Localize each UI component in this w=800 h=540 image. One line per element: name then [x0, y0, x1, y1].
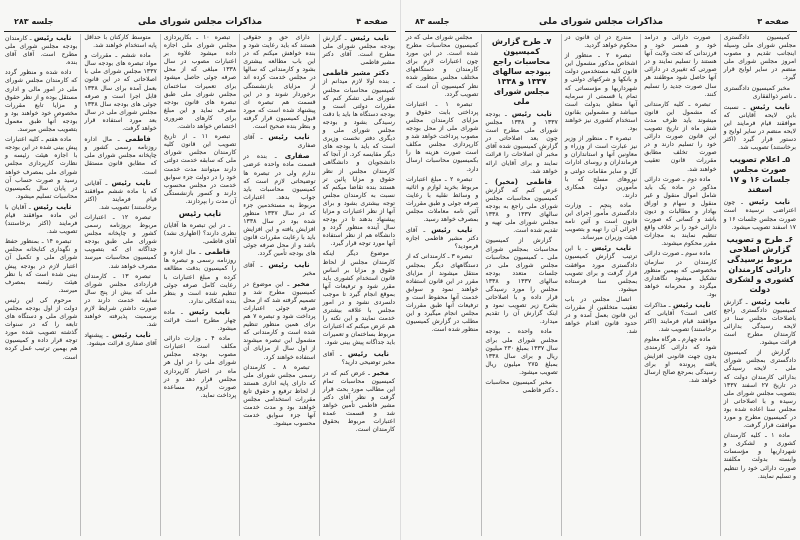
paragraph [164, 335, 236, 400]
speaker-name: صفاری [284, 152, 310, 161]
paragraph [406, 176, 478, 225]
text-column [720, 34, 799, 536]
paragraph-text: ـ نسبت باین لایحه آقایانی که موافقند قیام فرمایند این لایحه منضم در سایر لوایح و دستور قرار گیرد (اکثر برخاستند) تصویب شد. [723, 103, 796, 152]
paragraph-text: ـ مال اداره و روزنامه رسمی و تبصره ها را کمیسیون بدقت مطالعه کرده و مبلغ اعتبارات با رعایت کامل صرفه جوئی تنظیم شده است و بنظر بنده اشکالی ندارد. [163, 249, 237, 305]
paragraph [644, 301, 716, 334]
paragraph-text: ـ آقایانی که با ماده ششم موافقند قیام فرمایند (اکثر برخاستند) تصویب شد. [84, 179, 157, 211]
paragraph [406, 253, 478, 334]
paragraph [724, 198, 796, 231]
paragraph-text: اتصال مجلس در باب تعقیب متخلفین از مقررات این قانون بعمل آمده و در حدود قانون اقدام خواهد شد. [564, 295, 638, 336]
paragraph-text: ماده هفتم ـ کلیه اعتبارات پیش بینی شده در این بودجه با اجازه هیئت رئیسه و نظارت کارپردازی مجلس شورای ملی بمصرف خواهد رسید و صورت حساب آن در پایان سال بکمیسیون محاسبات تسلیم میشود. [4, 136, 78, 200]
paragraph [406, 34, 478, 99]
speaker-name: نایب رئیس [591, 244, 632, 253]
paragraph [485, 178, 557, 236]
paragraph-text: تبصره ۱۳ ـ کارمندان قراردادی مجلس شورای ملی که بیش از پنج سال سابقه خدمت دارند در صورت داشتن شرایط لازم برسمیت پذیرفته خواهند شد. [84, 272, 157, 329]
paragraph-text: گزارش از کمیسیون محاسبات بمجلس شورای ملی ـ کمیسیون محاسبات مجلس شورای ملی در جلسات متعدد بودجه سالهای ۱۳۳۷ و ۱۳۳۸ مجلس را مورد رسیدگی قرار داده و با اصلاحاتی بشرح زیر تصویب نمود و اینک گزارش آن را تقدیم میدارد. [485, 237, 558, 326]
publication-title: مذاکرات مجلس شورای ملی [538, 17, 664, 27]
paragraph [243, 261, 315, 278]
paragraph [565, 202, 637, 242]
paragraph-text: ـ عرض کنم که در کمیسیون محاسبات تمام این مطالب مورد بحث قرار گرفت و نظر آقای دکتر مشیر فاطمی تأمین خواهد شد و قسمت عمده اعتبارات مربوط بحقوق کارمندان است. [322, 369, 395, 434]
paragraph-text: مرحوم کی این رئیس دولت از اول بودجه مجلس شورای ملی و دستگاه های تابعه را که در سنوات گذشته تصویب شده مورد توجه قرار داده و کمیسیون هم بهمین ترتیب عمل کرده است. [4, 296, 78, 361]
paragraph [84, 34, 156, 50]
paragraph [323, 34, 395, 67]
speaker-name: مخبر [372, 368, 389, 377]
publication-title: مذاکرات مجلس شورای ملی [137, 17, 263, 27]
paragraph-text: صورت دارائی و درآمد خود و همسر خود و فرزندانی که تحت ولایت آنها هستند را تسلیم نمایند و در صورتی که تغییری در دارائی آنها حاصل شود موظفند هر سال صورت جدید را تسلیم کنند. [644, 34, 717, 98]
paragraph-text: تبصره ۱۰ ـ بکارپردازی مجلس شورای ملی اجازه داده میشود علاوه بر اعتبارات مصوب در سال ۱۳۳۸ مبلغی که از محل صرفه جوئی حاصل میشود برای تعمیرات ساختمان مجلس شورای ملی طبق تبصره های قانون بودجه مصرف نماید و این مبلغ برای کارهای ضروری اختصاص خواهد داشت. [163, 34, 237, 131]
paragraph-text: تبصره ۱۲ ـ اعتبارات مربوط بروزنامه رسمی کشور و چاپخانه مجلس شورای ملی طبق بودجه جداگانه ای که بتصویب کمیسیون محاسبات میرسد مصرف خواهد شد. [84, 213, 157, 270]
paragraph [164, 222, 236, 246]
speaker-name: نایب رئیس [347, 349, 389, 358]
speaker-name: نایب رئیس [111, 331, 151, 340]
page-number: صفحه ۴ [356, 17, 388, 26]
paragraph [84, 214, 156, 271]
speaker-name: نایب رئیس [33, 202, 72, 211]
speaker-name: نایب رئیس [268, 260, 310, 269]
paragraph [164, 133, 236, 206]
section-heading: ۵ـ اعلام تصویب صورت مجلس جلسات ۱۶ و ۱۷ اسفند [729, 155, 791, 195]
paragraph [243, 364, 315, 429]
paragraph [164, 34, 236, 131]
paragraph [644, 34, 716, 99]
paragraph-text: ـ بنده اولا لازم میدانم از کمیسیون محاسبات مجلس شورای ملی تشکر کنم که مقررات دولتی است و بودجه دستگاه ها باید با دقت رسیدگی بشود و بودجه مجلس شورای ملی و دیگری دفتر نخست وزیری است که باید با بودجه های دیگر مقایسه کرد. از آنجا که دانشجویان و دانشگاهی کارمندان مجلس از نظر حقوق و مزایا پائین تر هستند بنده تقاضا میکنم که نسبت به کارمندان مجلس توجه بیشتری بشود و برای آنها از نظر اعتبارات و مزایا پیشنهاد بدهند تا در بودجه سال آینده منظور گردد و دانشگاه هم از نظر استفاده آنها مورد توجه قرار گیرد. [322, 78, 395, 248]
paragraph-text: ماده ۴ ـ وزارت دارائی مکلف است اعتبارات مصوب بودجه مجلس شورای ملی را در اول هر ماه در اختیار کارپردازی مجلس قرار دهد و در صورت لزوم مساعده پرداخت نماید. [163, 335, 237, 399]
speaker-name: نایب رئیس [268, 133, 310, 142]
speaker-name: نایب رئیس [750, 102, 791, 111]
speaker-name: نایب رئیس [673, 301, 711, 309]
paragraph [5, 238, 77, 295]
speaker-name: نایب رئیس [188, 307, 231, 316]
paragraph [724, 432, 796, 481]
session-number: جلسه ۲۸۳ [14, 17, 54, 26]
speaker-name: فاطمی [125, 135, 151, 144]
paragraph-text: گزارش از کمیسیون دادگستری بمجلس شورای ملی ـ لایحه رسیدگی بدارائی کارمندان دولت که در تاریخ ۲۷ اسفند ۱۳۳۷ بتصویب مجلس شورای ملی رسیده و با اصلاحاتی از مجلس سنا اعاده شده بود در کمیسیون مطرح و مورد موافقت قرار گرفت. [723, 349, 796, 430]
text-column [561, 34, 640, 536]
paragraph-text: ـ با این ترتیب گزارش کمیسیون دادگستری مورد موافقت قرار گرفت و برای تصویب بمجلس سنا فرستاده میشود. [564, 245, 638, 293]
paragraph-text: ـ پیشنهاد آقای صفاری قرائت میشود. [84, 332, 157, 348]
paragraph [164, 248, 236, 306]
page-number: صفحه ۳ [757, 17, 789, 26]
paragraph [565, 34, 637, 50]
paragraph [724, 103, 796, 153]
paragraph [644, 250, 716, 299]
paragraph [724, 85, 796, 101]
paragraph [5, 34, 77, 67]
paragraph [243, 34, 315, 131]
session-number: جلسه ۸۳ [415, 17, 450, 26]
paragraph-text: ـ این موضوع در کمیسیون مطرح شد و تصمیم گرفته شد که از محل صرفه جوئی اعتبارات پرداخت شود و تبصره ۷ هم برای همین منظور تنظیم شده است و کارمندانی که مشمول این تبصره میشوند از اول سال از مزایای آن استفاده خواهند کرد. [243, 280, 316, 361]
paragraph [243, 133, 315, 150]
paragraph-text: موضوع دیگر اینکه کارمندان مجلس از لحاظ حقوق و مزایا بر اساس قانون استخدام کشوری باید مقرر شود و ترفیعات آنها بموقع انجام گیرد تا موجب دلسردی نشود و در امور مجلس با علاقه بیشتری خدمت نمایند و این نکته را هم عرض میکنم که اعتبارات مربوط بساختمان و تعمیرات باید جداگانه پیش بینی شود. [322, 250, 395, 347]
paragraph [323, 350, 395, 367]
speaker-name: نایب رئیس [111, 178, 151, 187]
paragraph-text: ماده سوم ـ صورت دارائی کارمندان در سازمان مخصوصی که بهمین منظور تشکیل میشود نگاهداری میگردد و محرمانه خواهد بود. [644, 250, 717, 298]
paragraph [485, 110, 557, 176]
speaker-name: نایب رئیس [350, 34, 389, 42]
paragraph-text: مخبر کمیسیون محاسبات ـ دکتر فاطمی [485, 379, 558, 395]
paragraph [406, 101, 478, 174]
paragraph [724, 349, 796, 430]
paragraph-text: ـ عرض کنم که گزارش کمیسیون محاسبات مجلس شورای ملی راجع به بودجه سالهای ۱۳۳۷ و ۱۳۳۸ مجلس شورای ملی تهیه و تقدیم شده است. [485, 178, 558, 235]
paragraph-text: ـ مال اداره روزنامه رسمی کشور و چاپخانه مجلس شورای ملی که مطابق قانون مستقل است. [84, 136, 157, 176]
speaker-name: فاطمی (مخبر) [494, 177, 552, 186]
paragraph-text: ـ آقای صفاری [243, 134, 316, 150]
paragraph-text: ماده واحده ـ بودجه مجلس شورای ملی برای سال ۱۳۳۷ بمبلغ ۲۳۰ میلیون ریال و برای سال ۱۳۳۸ بمبلغ ۲۷۵ میلیون ریال تصویب میشود. [485, 328, 558, 376]
text-columns [403, 34, 799, 536]
paragraph-text: ـ مذاکرات کافی است؟ آقایانی که موافقند قیام فرمایند (اکثر برخاستند) تصویب شد. [644, 302, 717, 334]
paragraph-text: متوسط کارکنان با حداقل پایه استخدام خواهند شد. [84, 34, 157, 50]
text-column [481, 34, 560, 536]
paragraph-text: ماده ۱ ـ کلیه کارمندان کشوری و لشکری و شهرداریها و مؤسسات وابسته بدولت مکلفند صورت دارائی خود را تنظیم و تسلیم نمایند. [723, 432, 796, 480]
paragraph-text: تبصره ۱۴ ـ بمنظور حفظ و نگهداری کتابخانه مجلس شورای ملی و تکمیل آن اعتبار لازم در بودجه پیش بینی شده است که با نظر هیئت رئیسه بمصرف میرسد. [4, 238, 78, 294]
paragraph [323, 69, 395, 248]
paragraph [565, 135, 637, 200]
paragraph [323, 250, 395, 347]
paragraph [5, 297, 77, 362]
paragraph-text: تبصره ـ کلیه کارمندانی که مشمول این قانون میشوند باید ظرف مدت شش ماه از تاریخ تصویب این قانون صورت دارائی خود را تسلیم دارند و در صورت تخلف مطابق مقررات قانون تعقیب خواهند شد. [644, 100, 717, 173]
speaker-name: نایب رئیس [751, 297, 790, 306]
paragraph-text: مندرج در آن قانون در محکوم خواهد گردید. [564, 34, 638, 50]
paragraph [84, 273, 156, 330]
paragraph [84, 52, 156, 133]
speaker-name: نایب رئیس [748, 198, 790, 207]
paragraph [243, 280, 315, 362]
paragraph [84, 179, 156, 212]
paragraph [565, 296, 637, 336]
section-heading: ۷ـ طرح گزارش کمیسیون محاسبات راجع ببودجه سالهای ۱۳۳۷ و ۱۳۳۸ مجلس شورای ملی [491, 37, 552, 106]
paragraph [724, 298, 796, 348]
paragraph-text: مجلس شورای ملی که در کمیسیون محاسبات مطرح شده است. در این مورد چون اعتبارات لازم برای کارمندان و دستگاههای مختلف مجلس منظور شده نظر کمیسیون آن است که تصویب گردد. [405, 34, 479, 98]
text-column [403, 34, 481, 536]
paragraph-text: ـ ماده چهار مطرح است قرائت میشود. [163, 308, 237, 333]
paragraph [485, 237, 557, 326]
paragraph-text: ـ کارمندان بودجه مجلس شورای ملی مطرح است. آقای آقای بنده. [4, 35, 78, 67]
paragraph [485, 328, 557, 377]
section-heading: ۶ـ طرح و تصویب گزارش اصلاحی مربوط برسیدگی دارائی کارمندان کشوری و لشکری دولت [725, 234, 794, 294]
paragraph-text: ماده چهارم ـ هرگاه معلوم شود که دارائی کارمندی بدون جهت قانونی افزایش یافته پرونده او برای رسیدگی بمرجع صالح ارسال خواهد شد. [644, 336, 717, 384]
speaker-name: دکتر مشیر فاطمی [322, 69, 389, 78]
paragraph-text: ـ آقای مخبر توضیحی دارید؟ [322, 350, 395, 366]
speaker-name: نایب رئیس [431, 226, 473, 235]
paragraph [565, 244, 637, 294]
paragraph [84, 331, 156, 348]
paragraph-text: ماده دوم ـ صورت دارائی مذکور در ماده یک باید شامل اموال منقول و غیر منقول و سهام و اوراق بهادار و مطالبات و دیون باشد و کسانی که صورت دارائی خود را بر خلاف واقع تنظیم نمایند به مجازات مقرر محکوم میشوند. [644, 175, 717, 248]
speaker-name: مخبر [293, 279, 310, 288]
paragraph-text: تبصره ۲ ـ مبلغ اعتبارات مربوط بخرید لوازم و اثاثیه و وسائط نقلیه با رعایت صرفه جوئی و طبق مقررات آئین نامه معاملات مجلس بمصرف خواهد رسید. [405, 175, 479, 224]
paragraph [644, 101, 716, 174]
paragraph-text: ـ گزارش کمیسیون دادگستری راجع باصلاحات مجلس سنا در لایحه رسیدگی بدارائی کارمندان مطرح است قرائت میشود. [723, 298, 796, 347]
paragraph-text: ـ گزارش بودجه مجلس شورای ملی مطرح است. آقای دکتر مشیر فاطمی [322, 35, 395, 67]
text-column [160, 34, 239, 536]
text-column [2, 34, 80, 536]
paragraph-text: ـ آقایان با این ماده موافقند قیام فرمایند (اکثر برخاستند) تصویب شد. [4, 203, 78, 236]
paragraph-text: داده شده و منظور گردد که کارمندان مجلس شورای ملی در امور مالی و اداری مستقل بوده و از نظر حقوق و مزایا تابع مقررات مخصوص خود خواهند بود و بودجه آنها طبق معمول بتصویب مجلس میرسد. [4, 69, 78, 134]
paragraph [406, 226, 478, 251]
text-column [239, 34, 318, 536]
right-page [400, 0, 800, 540]
paragraph [485, 379, 557, 395]
text-columns [2, 34, 398, 536]
paragraph [644, 176, 716, 249]
paragraph-text: ـ آقای مخبر [243, 261, 316, 277]
paragraph-text: ـ آقای دکتر مشیر فاطمی اجازه فرمودید؟ [405, 227, 479, 251]
paragraph [5, 69, 77, 134]
paragraph-text: تبصره ۸ ـ کارمندان رسمی مجلس شورای ملی که دارای پایه اداری هستند از لحاظ ترفیع و حقوق تابع مقررات استخدامی مجلس خواهند بود و مدت خدمت آنها جزء سوابق خدمت محسوب میشود. [243, 363, 316, 428]
speaker-name: نایب رئیس [511, 110, 552, 118]
paragraph-text: تبصره ۲ ـ منظور از اشخاص مذکور مشمول این قانون کلیه مستخدمین دولت و بانکها و شرکتهای دولتی و شهرداریها و مؤسساتی که تمام یا قسمتی از سرمایه آنها متعلق بدولت است میباشد و مشمولین بقانون استخدام کشوری نیز خواهند بود. [564, 52, 638, 133]
paragraph [164, 308, 236, 333]
paragraph-text: ـ بودجه ۱۳۳۷ و ۱۳۳۸ مجلس شورای ملی مطرح است چون بعد اصلاحاتی در گزارش کمیسیون شده آقای مخبر آن اصلاحات را قرائت نمایند و برای آقایان ارائه خواهد شد. [485, 111, 558, 175]
speaker-name: نایب رئیس [33, 34, 72, 42]
paragraph-text: ماده پنجم ـ وزارت دادگستری مأمور اجرای این قانون است و آئین نامه اجرائی آن را تهیه و بتصویب هیئت وزیران میرساند. [564, 201, 638, 242]
paragraph-text: دارای حق و حقوقی هستند که باید رعایت شود و بنده خواهش میکنم که در این باب مطالعه بیشتری بشود و کارمندانی که سالها در مجلس خدمت کرده اند از مزایای بازنشستگی برخوردار شوند و در این قسمت هم تبصره ای پیشنهاد شده است که مورد قبول کمیسیون قرار گرفته و بنظر بنده صحیح است. [243, 34, 316, 131]
page-header [4, 17, 396, 32]
paragraph [84, 135, 156, 176]
paragraph [565, 52, 637, 133]
paragraph [323, 369, 395, 435]
paragraph-text: ـ بنده در قسمت ماده واحده عرضی ندارم ولی در تبصره ها توضیحاتی لازم است که کمیسیون محاسبات باید جواب بدهد. اعتبارات مربوط به مستخدمین جزء که در سال ۱۳۳۷ منظور شده بود در سال ۱۳۳۸ افزایش یافته و این افزایش باید با رعایت مقررات قانون باشد و از محل صرفه جوئی های بودجه تأمین گردد. [243, 153, 316, 258]
paragraph [724, 34, 796, 83]
paragraph [644, 336, 716, 385]
paragraph-text: تبصره ۳ ـ منظور از وزیر نیز عبارت است از وزراء و معاونین آنها و استانداران و فرمانداران و روسای ادارات کل و سایر مقامات دولتی و نیروهای مسلح که با مأمورین دولت همکاری دارند. [564, 135, 638, 199]
paragraph-text: تبصره ۱ ـ اعتبارات پرداختی بابت حقوق و مزایای کارمندان مجلس شورای ملی از محل بودجه مصوب پرداخت خواهد شد و کارپردازی مجلس مکلف است صورت هزینه ها را بکمیسیون محاسبات ارسال دارد. [405, 100, 479, 173]
text-column [80, 34, 159, 536]
paragraph-text: تبصره ۳ ـ کارمندانی که از دستگاههای دیگر بمجلس منتقل میشوند از مزایای مقرر در این قانون استفاده خواهند نمود و سوابق خدمت آنها محفوظ است و ترفیعات آنها طبق مقررات مجلس انجام میگیرد و این مطلب در گزارش کمیسیون منظور شده است. [405, 253, 479, 334]
page-header [405, 17, 797, 32]
paragraph-text: مخبر کمیسیون دادگستری ـ ناصر ذوالفقاری [723, 84, 796, 100]
paragraph [243, 152, 315, 258]
section-heading: نایب رئیس [178, 208, 222, 218]
paragraph-text: کمیسیون دادگستری مجلس شورای ملی وسیله اینجانب تقدیم و مصوب امروز مجلس شورای ملی منضم در سایر لوایح قرار گیرد. [723, 34, 796, 82]
paragraph-text: ماده ششم ـ مقررات و مواد تبصره های بودجه سال ۱۳۳۷ مجلس شورای ملی با اصلاحاتی که در این قانون بعمل آمده برای سال ۱۳۳۸ قابل اجرا است و صرفه جوئی های بودجه سال ۱۳۳۸ مجلس شورای ملی در سال بعد مورد استفاده قرار خواهد گرفت. [84, 52, 157, 133]
paragraph-text: تبصره ۱۱ ـ از تاریخ تصویب این قانون کلیه کارمندان مجلس شورای ملی که سابقه خدمت دولتی دارند میتوانند مدت خدمت خود را در دولت جزء سوابق خدمت در مجلس محسوب دارند و کسور بازنشستگی آن مدت را بپردازند. [163, 133, 237, 205]
paragraph-text: ـ در این تبصره ها آقایان نظری دارند؟ (اظهاری نشد) آقای فاطمی. [163, 221, 237, 246]
text-column [319, 34, 398, 536]
text-column [640, 34, 719, 536]
paragraph [5, 203, 77, 236]
paragraph [5, 136, 77, 201]
paragraph-text: ـ چون اعتراضی نرسیده است صورت مجلس جلسات ۱۶ و ۱۷ اسفند تصویب میشود. [723, 199, 796, 231]
speaker-name: فاطمی [204, 248, 231, 257]
